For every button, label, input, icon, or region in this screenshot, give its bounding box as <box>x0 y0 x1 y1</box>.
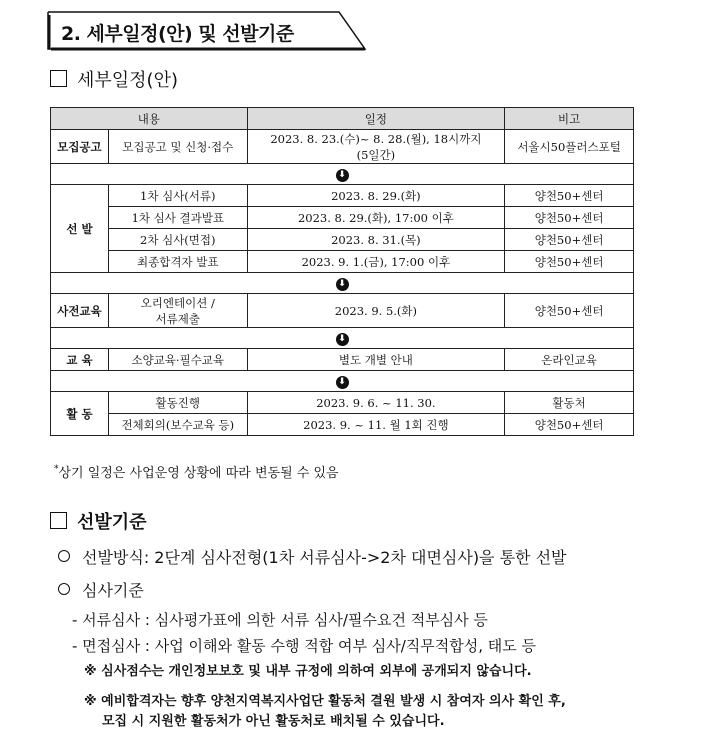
table-row <box>51 251 634 273</box>
row-task <box>108 294 247 328</box>
table-row <box>51 207 634 229</box>
row-note: 활동처 <box>505 392 634 414</box>
circle-bullet-icon <box>58 550 70 562</box>
row-label: 교 육 <box>51 349 109 371</box>
row-date: 별도 개별 안내 <box>247 349 505 371</box>
row-task: 활동진행 <box>108 392 247 414</box>
table-row <box>51 185 634 207</box>
row-note: 온라인교육 <box>505 349 634 371</box>
footnote-text: 상기 일정은 사업운영 상황에 따라 변동될 수 있음 <box>58 466 339 481</box>
row-note: 양천50+센터 <box>505 185 634 207</box>
table-header-row <box>51 108 634 130</box>
footnote-mark: * <box>54 464 59 475</box>
table-row <box>51 294 634 328</box>
row-label: 선 발 <box>51 185 109 273</box>
table-row <box>51 392 634 414</box>
row-note: 서울시50플러스포털 <box>505 130 634 164</box>
section-criteria-label: 선발기준 <box>77 512 147 533</box>
section-schedule-title <box>50 66 178 92</box>
criteria-standard-text: 심사기준 <box>82 581 144 600</box>
row-task: 모집공고 및 신청·접수 <box>108 130 247 164</box>
date-line: (5일간) <box>356 147 396 162</box>
table-row <box>51 130 634 164</box>
criteria-standard <box>58 578 144 601</box>
header-content: 내용 <box>51 108 248 130</box>
section-schedule-label: 세부일정(안) <box>77 70 178 91</box>
arrow-row <box>51 371 634 392</box>
section-criteria-title <box>50 508 147 534</box>
criteria-doc: - 서류심사 : 심사평가표에 의한 서류 심사/필수요건 적부심사 등 <box>72 611 488 629</box>
notice-2-line: ※ 예비합격자는 향후 양천지역복지사업단 활동처 결원 발생 시 참여자 의사 확인 후, <box>84 694 566 709</box>
row-date: 2023. 9. 1.(금), 17:00 이후 <box>247 251 505 273</box>
row-label: 활 동 <box>51 392 109 436</box>
table-row <box>51 349 634 371</box>
row-note: 양천50+센터 <box>505 294 634 328</box>
row-task: 전체회의(보수교육 등) <box>108 414 247 436</box>
circle-bullet-icon <box>58 583 70 595</box>
row-date: 2023. 9. 5.(화) <box>247 294 505 328</box>
row-note: 양천50+센터 <box>505 229 634 251</box>
criteria-method-text: 선발방식: 2단계 심사전형(1차 서류심사->2차 대면심사)을 통한 선발 <box>82 548 567 567</box>
criteria-method <box>58 545 567 568</box>
table-row <box>51 414 634 436</box>
row-label: 모집공고 <box>51 130 109 164</box>
arrow-down-icon: ⬇ <box>336 333 349 346</box>
row-task: 1차 심사(서류) <box>108 185 247 207</box>
date-line: 2023. 8. 23.(수)~ 8. 28.(월), 18시까지 <box>270 131 482 146</box>
schedule-table <box>50 107 634 436</box>
row-task: 소양교육·필수교육 <box>108 349 247 371</box>
row-task: 1차 심사 결과발표 <box>108 207 247 229</box>
row-date: 2023. 8. 31.(목) <box>247 229 505 251</box>
arrow-row <box>51 328 634 349</box>
header-date: 일정 <box>247 108 505 130</box>
row-label: 사전교육 <box>51 294 109 328</box>
arrow-down-icon: ⬇ <box>336 169 349 182</box>
table-row <box>51 229 634 251</box>
row-date <box>247 130 505 164</box>
row-note: 양천50+센터 <box>505 414 634 436</box>
arrow-row <box>51 164 634 185</box>
row-date: 2023. 8. 29.(화), 17:00 이후 <box>247 207 505 229</box>
header-note: 비고 <box>505 108 634 130</box>
row-task: 최종합격자 발표 <box>108 251 247 273</box>
heading-box <box>47 11 365 49</box>
row-date: 2023. 9. ~ 11. 월 1회 진행 <box>247 414 505 436</box>
notice-1: ※ 심사점수는 개인정보보호 및 내부 규정에 의하여 외부에 공개되지 않습니다. <box>84 664 532 679</box>
task-line: 오리엔테이션 / <box>140 295 215 310</box>
arrow-row <box>51 273 634 294</box>
criteria-interview: - 면접심사 : 사업 이해와 활동 수행 적합 여부 심사/직무적합성, 태도 등 <box>72 637 536 655</box>
page-title: 2. 세부일정(안) 및 선발기준 <box>61 23 294 45</box>
row-date: 2023. 8. 29.(화) <box>247 185 505 207</box>
task-line: 서류제출 <box>155 311 200 326</box>
row-date: 2023. 9. 6. ~ 11. 30. <box>247 392 505 414</box>
row-task: 2차 심사(면접) <box>108 229 247 251</box>
square-bullet-icon <box>50 70 67 87</box>
arrow-down-icon: ⬇ <box>336 376 349 389</box>
row-note: 양천50+센터 <box>505 251 634 273</box>
notice-2 <box>84 692 566 732</box>
arrow-down-icon: ⬇ <box>336 278 349 291</box>
row-note: 양천50+센터 <box>505 207 634 229</box>
square-bullet-icon <box>50 512 67 529</box>
footnote <box>54 462 339 481</box>
notice-2-line: 모집 시 지원한 활동처가 아닌 활동처로 배치될 수 있습니다. <box>102 714 445 729</box>
